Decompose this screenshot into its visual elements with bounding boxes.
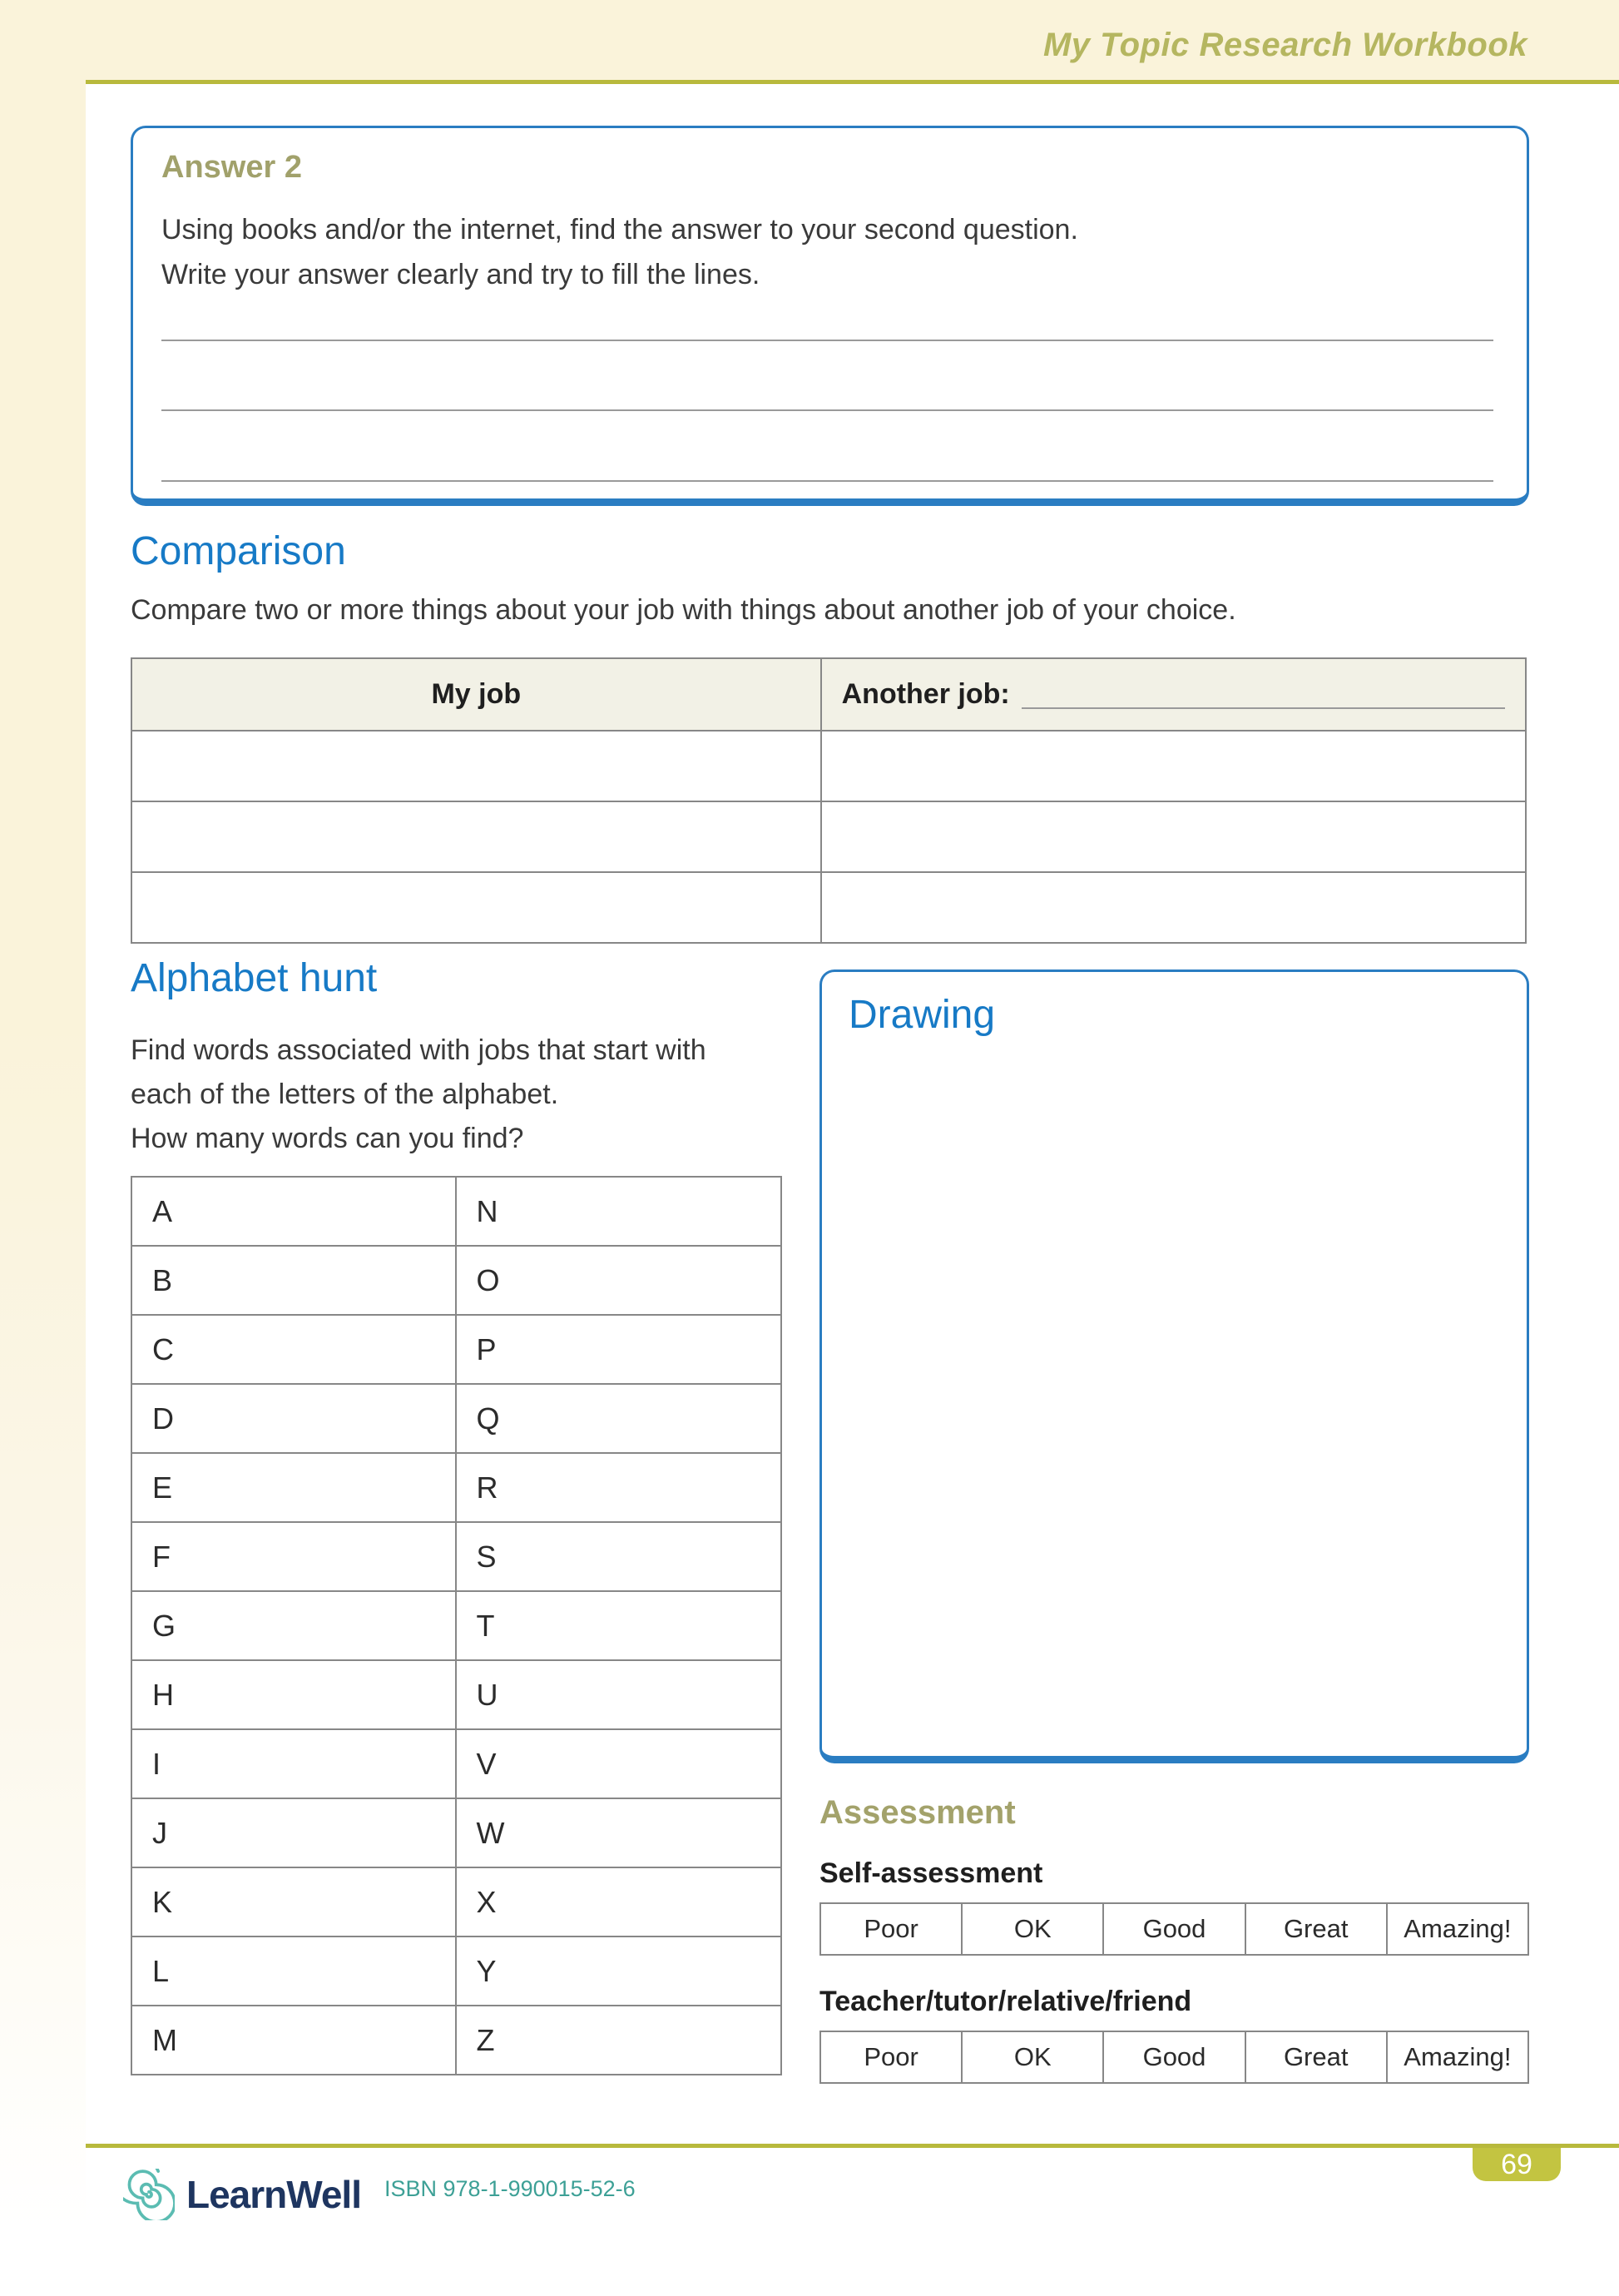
comparison-cell-my-job[interactable] [132,731,822,801]
my-job-header-cell: My job [132,659,822,730]
isbn-text: ISBN 978-1-990015-52-6 [384,2175,636,2201]
rating-cell-good[interactable]: Good [1104,1904,1245,1954]
answer2-instruction-line-2: Write your answer clearly and try to fill the lines. [161,259,760,291]
rating-cell-poor[interactable]: Poor [821,2032,963,2082]
alphabet-letter-cell[interactable] [132,1454,457,1521]
alphabet-letter: J [152,1815,167,1850]
answer-write-line[interactable] [161,340,1493,341]
alphabet-row [132,1521,780,1590]
alphabet-letter-cell[interactable] [132,1316,457,1383]
comparison-row [132,801,1525,871]
alphabet-letter-cell[interactable] [132,1247,457,1314]
comparison-row [132,871,1525,942]
alphabet-letter-cell[interactable] [457,1385,781,1452]
alphabet-letter-cell[interactable] [457,2006,781,2074]
alphabet-description-line-1: Find words associated with jobs that start with [131,1034,706,1066]
reviewer-label: Teacher/tutor/relative/friend [819,1986,1192,2017]
alphabet-letter: A [152,1193,173,1228]
alphabet-letter: H [152,1677,174,1712]
alphabet-row [132,1590,780,1659]
alphabet-description [131,1029,706,1161]
another-job-blank-line[interactable] [1022,681,1505,709]
answer2-card [131,126,1529,506]
alphabet-letter-cell[interactable] [457,1937,781,2005]
comparison-cell-another-job[interactable] [822,802,1525,871]
alphabet-row [132,2005,780,2074]
rating-cell-good[interactable]: Good [1104,2032,1245,2082]
self-assessment-label: Self-assessment [819,1857,1043,1889]
alphabet-letter: B [152,1262,173,1297]
comparison-cell-my-job[interactable] [132,802,822,871]
drawing-box[interactable] [819,969,1529,1763]
alphabet-row [132,1728,780,1798]
drawing-heading: Drawing [849,993,996,1037]
alphabet-letter: P [476,1331,497,1366]
alphabet-row [132,1314,780,1383]
alphabet-description-line-3: How many words can you find? [131,1123,524,1154]
learnwell-swirl-icon [123,2169,175,2220]
alphabet-letter: Y [476,1953,497,1988]
header-rule [86,80,1619,84]
alphabet-letter: E [152,1470,173,1505]
alphabet-letter: Q [476,1401,500,1436]
comparison-header-row [132,659,1525,730]
alphabet-row [132,1245,780,1314]
answer2-instruction-line-1: Using books and/or the internet, find the answer to your second question. [161,214,1078,245]
alphabet-letter-cell[interactable] [132,1730,457,1798]
alphabet-row [132,1383,780,1452]
alphabet-letter-cell[interactable] [132,1592,457,1659]
rating-cell-great[interactable]: Great [1246,1904,1388,1954]
rating-cell-great[interactable]: Great [1246,2032,1388,2082]
alphabet-letter-cell[interactable] [132,1178,457,1245]
reviewer-assessment-table [819,2031,1529,2084]
alphabet-letter: C [152,1331,174,1366]
alphabet-letter: X [476,1884,497,1919]
another-job-label: Another job: [841,678,1010,710]
answer2-heading: Answer 2 [161,150,302,185]
alphabet-letter: T [476,1608,495,1643]
alphabet-row [132,1798,780,1867]
alphabet-letter: N [476,1193,498,1228]
alphabet-letter: F [152,1539,171,1574]
alphabet-letter: Z [476,2022,495,2057]
alphabet-row [132,1867,780,1936]
alphabet-letter-cell[interactable] [457,1178,781,1245]
comparison-description: Compare two or more things about your job with things about another job of your choice. [131,594,1236,626]
alphabet-description-line-2: each of the letters of the alphabet. [131,1079,559,1110]
rating-cell-poor[interactable]: Poor [821,1904,963,1954]
answer-write-line[interactable] [161,409,1493,411]
comparison-table [131,657,1527,944]
rating-cell-amazing[interactable]: Amazing! [1404,1914,1512,1943]
alphabet-letter-cell[interactable] [132,1661,457,1728]
alphabet-letter-cell[interactable] [457,1316,781,1383]
comparison-cell-another-job[interactable] [822,731,1525,801]
alphabet-letter: L [152,1953,170,1988]
alphabet-letter-cell[interactable] [457,1799,781,1867]
alphabet-letter: D [152,1401,174,1436]
footer-brand-block [123,2169,636,2220]
page-number-badge: 69 [1473,2148,1561,2181]
alphabet-letter-cell[interactable] [132,1937,457,2005]
alphabet-letter: I [152,1746,161,1781]
alphabet-letter-cell[interactable] [132,1385,457,1452]
alphabet-table [131,1176,782,2075]
alphabet-row [132,1936,780,2005]
alphabet-letter-cell[interactable] [132,1799,457,1867]
alphabet-letter: U [476,1677,498,1712]
comparison-cell-my-job[interactable] [132,873,822,942]
answer-write-line[interactable] [161,480,1493,482]
alphabet-letter: S [476,1539,497,1574]
alphabet-letter: G [152,1608,176,1643]
left-cream-band [0,83,86,2296]
alphabet-letter-cell[interactable] [132,2006,457,2074]
alphabet-row [132,1452,780,1521]
alphabet-letter-cell[interactable] [457,1247,781,1314]
self-assessment-table [819,1902,1529,1956]
rating-cell-ok[interactable]: OK [963,1904,1104,1954]
alphabet-letter: W [476,1815,505,1850]
alphabet-letter: K [152,1884,173,1919]
alphabet-letter-cell[interactable] [457,1730,781,1798]
comparison-cell-another-job[interactable] [822,873,1525,942]
alphabet-letter-cell[interactable] [457,1592,781,1659]
alphabet-letter: M [152,2022,177,2057]
footer-rule [86,2144,1619,2148]
alphabet-letter-cell[interactable] [132,1523,457,1590]
brand-name: LearnWell [186,2173,361,2216]
alphabet-letter-cell[interactable] [457,1523,781,1590]
alphabet-row [132,1178,780,1245]
alphabet-letter: V [476,1746,497,1781]
alphabet-letter-cell[interactable] [132,1868,457,1936]
another-job-header-cell [822,659,1525,730]
rating-cell-ok[interactable]: OK [963,2032,1104,2082]
comparison-row [132,730,1525,801]
rating-cell-amazing[interactable]: Amazing! [1404,2042,1512,2071]
alphabet-letter-cell[interactable] [457,1868,781,1936]
workbook-title: My Topic Research Workbook [1042,27,1527,63]
alphabet-letter: O [476,1262,500,1297]
assessment-heading: Assessment [819,1794,1016,1831]
alphabet-letter-cell[interactable] [457,1454,781,1521]
alphabet-row [132,1659,780,1728]
alphabet-letter-cell[interactable] [457,1661,781,1728]
alphabet-letter: R [476,1470,498,1505]
comparison-heading: Comparison [131,529,346,573]
alphabet-hunt-heading: Alphabet hunt [131,956,378,1000]
